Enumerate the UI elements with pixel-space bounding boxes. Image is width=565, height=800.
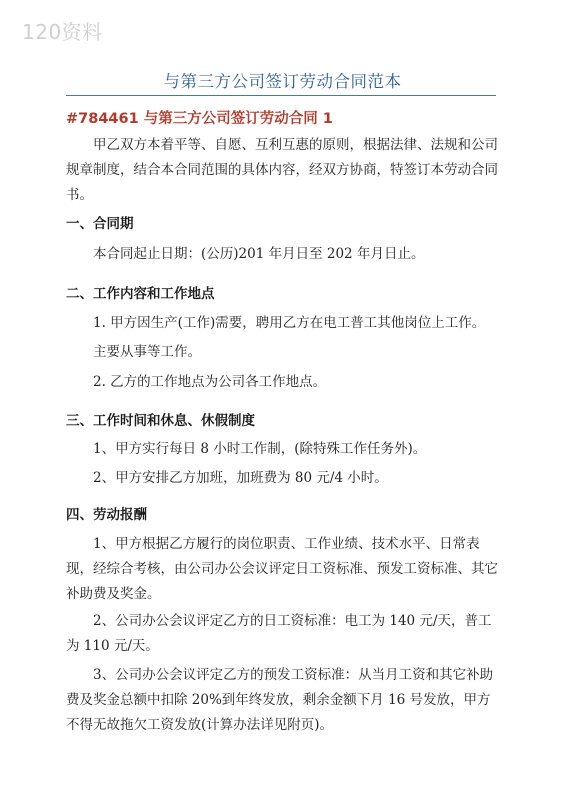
paragraph: 1、甲方根据乙方履行的岗位职责、工作业绩、技术水平、日常表现，经综合考核，由公司办公会议评定日工资标准、预发工资标准、其它补助费及奖金。 bbox=[66, 536, 498, 602]
paragraph: 1. 甲方因生产(工作)需要，聘用乙方在电工普工其他岗位上工作。 bbox=[93, 315, 486, 331]
watermark: 120资料 bbox=[22, 20, 103, 44]
section-heading-compensation: 四、劳动报酬 bbox=[66, 507, 147, 523]
paragraph: 2、公司办公会议评定乙方的日工资标准：电工为 140 元/天，普工为 110 元/天。 bbox=[66, 613, 492, 654]
paragraph: 3、公司办公会议评定乙方的预发工资标准：从当月工资和其它补助费及奖金总额中扣除 20%到年终发放，剩余金额下月 16 号发放，甲方不得无故拖欠工资发放(计算办法详见附页)。 bbox=[66, 667, 494, 733]
paragraph: 主要从事等工作。 bbox=[93, 344, 201, 360]
section-heading-contract-term: 一、合同期 bbox=[66, 216, 134, 232]
paragraph: 1、甲方实行每日 8 小时工作制，(除特殊工作任务外)。 bbox=[93, 441, 427, 457]
paragraph: 本合同起止日期：(公历)201 年月日至 202 年月日止。 bbox=[93, 246, 425, 262]
paragraph: 2. 乙方的工作地点为公司各工作地点。 bbox=[93, 374, 327, 390]
page-title: 与第三方公司签订劳动合同范本 bbox=[163, 72, 402, 91]
intro-paragraph: 甲乙双方本着平等、自愿、互利互惠的原则，根据法律、法规和公司规章制度，结合本合同范围的具体内容，经双方协商，特签订本劳动合同书。 bbox=[66, 137, 498, 203]
contract-heading: #784461 与第三方公司签订劳动合同 1 bbox=[66, 111, 333, 127]
section-heading-work-content: 二、工作内容和工作地点 bbox=[66, 286, 215, 302]
title-divider bbox=[66, 95, 496, 96]
paragraph: 2、甲方安排乙方加班，加班费为 80 元/4 小时。 bbox=[93, 470, 388, 486]
section-heading-work-hours: 三、工作时间和休息、休假制度 bbox=[66, 413, 255, 429]
